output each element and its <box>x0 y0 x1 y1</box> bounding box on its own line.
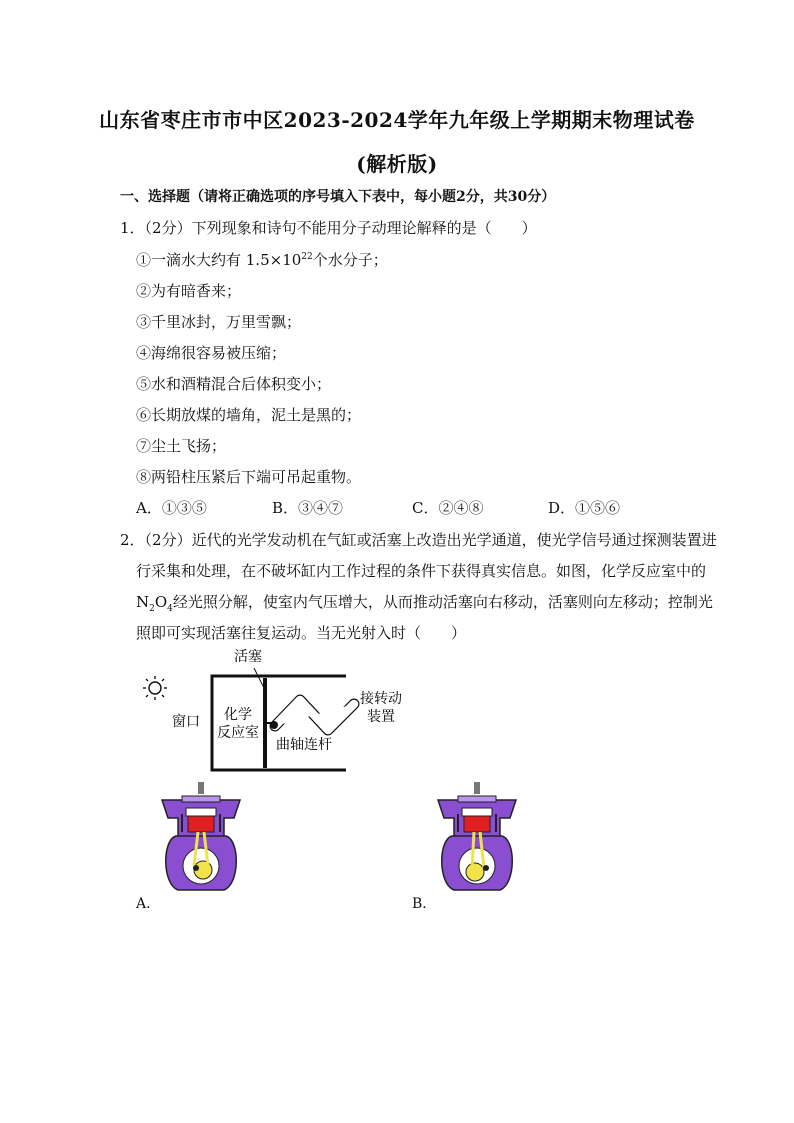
optical-engine-diagram <box>136 648 416 776</box>
item-1-suffix: 个水分子； <box>312 251 388 269</box>
label-chamber-2: 反应室 <box>217 724 259 740</box>
question-1-item-8: ⑧两铅柱压紧后下端可吊起重物。 <box>136 468 362 486</box>
formula-o: O <box>154 593 168 611</box>
question-1-option-a[interactable]: A．①③⑤ <box>136 499 207 517</box>
formula-sub-2: 2 <box>149 604 155 614</box>
engine-image-b[interactable] <box>428 782 528 904</box>
question-1-option-b[interactable]: B．③④⑦ <box>272 499 344 517</box>
question-1-option-d[interactable]: D．①⑤⑥ <box>548 499 621 517</box>
item-1-exponent: 22 <box>301 252 313 262</box>
question-1-stem: 1．（2分）下列现象和诗句不能用分子动理论解释的是（ ） <box>120 219 537 237</box>
formula-n: N <box>136 593 150 611</box>
label-connect-1: 接转动 <box>360 690 402 706</box>
question-1-item-3: ③千里冰封，万里雪飘； <box>136 313 302 331</box>
question-2-line-4: 照即可实现活塞往复运动。当无光射入时（ ） <box>136 624 467 642</box>
item-1-prefix: ①一滴水大约有 1.5×10 <box>136 251 302 269</box>
label-piston: 活塞 <box>234 648 262 664</box>
crank-rod <box>275 700 354 730</box>
label-window: 窗口 <box>172 713 200 729</box>
sun-icon <box>143 676 167 700</box>
question-2-line-1: 2．（2分）近代的光学发动机在气缸或活塞上改造出光学通道，使光学信号通过探测装置进 <box>120 531 717 549</box>
page-subtitle: (解析版) <box>356 152 438 176</box>
question-1-item-5: ⑤水和酒精混合后体积变小； <box>136 375 332 393</box>
label-crank: 曲轴连杆 <box>276 736 332 752</box>
section-heading: 一、选择题（请将正确选项的序号填入下表中，每小题2分，共30分） <box>120 189 556 205</box>
question-1-option-c[interactable]: C．②④⑧ <box>412 499 484 517</box>
question-2-line-3 <box>136 591 713 614</box>
question-1-item-2: ②为有暗香来； <box>136 282 242 300</box>
question-1-item-4: ④海绵很容易被压缩； <box>136 344 287 362</box>
question-2-line-3-text: 经光照分解，使室内气压增大，从而推动活塞向右移动，活塞则向左移动；控制光 <box>172 593 713 611</box>
question-1-item-7: ⑦尘土飞扬； <box>136 437 227 455</box>
formula-sub-4: 4 <box>167 604 173 614</box>
question-1-item-1 <box>136 249 388 270</box>
engine-image-a[interactable] <box>152 782 252 904</box>
label-connect-2: 装置 <box>367 708 395 724</box>
page-title: 山东省枣庄市市中区2023-2024学年九年级上学期期末物理试卷 <box>99 108 695 132</box>
piston-plate <box>263 678 267 768</box>
label-chamber-1: 化学 <box>224 706 252 722</box>
question-1-item-6: ⑥长期放煤的墙角，泥土是黑的； <box>136 406 362 424</box>
question-2-option-b[interactable]: B． <box>412 896 437 912</box>
question-2-option-a[interactable]: A． <box>136 896 161 912</box>
question-2-line-2: 行采集和处理，在不破坏缸内工作过程的条件下获得真实信息。如图，化学反应室中的 <box>136 562 707 580</box>
